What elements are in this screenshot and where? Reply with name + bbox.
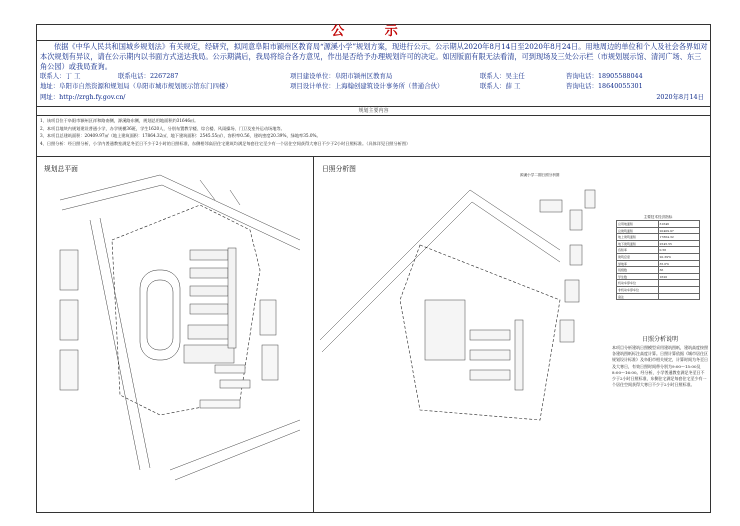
project-owner: 项目建设单位：阜阳市颍州区教育局: [290, 72, 393, 80]
tech-table-row: [617, 273, 699, 280]
tech-table-value: [658, 280, 700, 286]
tech-table-row: [617, 240, 699, 247]
tech-table-label: 容积率: [618, 248, 628, 253]
notice-date: 2020年8月14日: [656, 93, 704, 101]
contact-2-name: 联系人：吴主任: [480, 72, 525, 80]
office-address: 地址：阜阳市自然资源和规划局（阜阳市城市规划展示馆东门四楼）: [40, 82, 232, 90]
tech-table-value: 20.39%: [658, 254, 700, 260]
tech-table-row: [617, 220, 699, 227]
site-plan-label: 规划总平面: [44, 165, 78, 173]
tech-table-label: 班级数: [618, 268, 628, 273]
main-point-4: 4、日照分析：经日照分析，小学内普通教室满足冬至日不少于2小时的日照标准，东侧相邻高层住宅建筑均满足每套住宅至少有一个居住空间获得大寒日不少于2小时日照标准。（具体详见日照分析图）: [40, 140, 411, 146]
tech-table-label: 学生数: [618, 274, 628, 279]
notice-paragraph: 依据《中华人民共和国城乡规划法》有关规定，经研究，拟同意阜阳市颍州区教育局“源溪小学”规划方案，现进行公示。公示期从2020年8月14日至2020年8月24日。用地周边的单位和个人及社会各界如对本次规划有异议，请在公示期内以书面方式送达我局。公示期满后，我局将综合各方意见，作出是否给予办理规划许可的决定。如因版面有限无法看清，可到现场及三处公示栏（市规划展示馆、清河广场、东三角公园）或我局查询。: [40, 42, 708, 71]
tech-table-value: 2545.55: [658, 241, 700, 247]
tech-table-value: 1620: [658, 274, 700, 280]
main-point-1: 1、该项目位于阜阳市颍州区祥和路南侧，源溪路东侧，规划总用地面积约31646㎡。: [40, 118, 199, 123]
sun-desc-title: 日照分析说明: [641, 336, 678, 343]
tech-table-label: 总建筑面积: [618, 228, 634, 233]
tech-table-row: [617, 266, 699, 273]
tech-table-row: [617, 286, 699, 293]
sun-desc-text: 本项目分析建筑日照模型采用建筑图纸，建筑高度按照各建筑图纸标注高度计算。日照计算依据《城市居住区规划设计标准》及阜阳市相关规定，计算时间为冬至日及大寒日，有效日照时间带分别为9:00～15:00及8:00～16:00。经分析，小学普通教室满足冬至日不少于2小时日照标准，东侧住宅满足每套住宅至少有一个居住空间获得大寒日不少于2小时日照标准。: [612, 345, 708, 388]
tech-table: [616, 215, 700, 300]
sun-analysis-label: 日照分析图: [322, 165, 356, 173]
contact-1-phone: 联系电话：2267287: [118, 72, 179, 80]
tech-table-label: 建筑密度: [618, 254, 631, 259]
tech-table-label: 总用地面积: [618, 222, 634, 226]
contact-3-phone: 咨询电话：18640055301: [566, 82, 643, 90]
tech-table-label: 非机动车停车位: [618, 287, 640, 292]
tech-table-row: [617, 227, 699, 234]
tech-table-row: [617, 253, 699, 260]
tech-table-label: 绿地率: [618, 261, 628, 266]
tech-table-label: 机动车停车位: [618, 281, 637, 286]
website-link[interactable]: 网址：http://zrgh.fy.gov.cn/: [40, 93, 126, 101]
main-points-title: 规划主要内容: [358, 108, 389, 114]
tech-table-value: 20409.97: [658, 228, 700, 234]
tech-table-value: [658, 294, 700, 300]
tech-table-row: [617, 293, 699, 300]
tech-table-title: 主要技术经济指标: [643, 215, 673, 219]
tech-table-value: [658, 287, 700, 293]
sun-analysis-caption: 源溪小学二期日照分析图: [520, 173, 560, 177]
contact-3-name: 联系人：薛 工: [480, 82, 521, 90]
main-point-2: 2、本项目地块内规划建设普通小学，办学规模36班，学生1620人，分别布置教学楼、综合楼、风雨操场、门卫及室外运动场地等。: [40, 125, 285, 131]
tech-table-row: [617, 279, 699, 286]
tech-table-value: 35.0%: [658, 261, 700, 267]
tech-table-value: 36: [658, 267, 700, 273]
tech-table-row: [617, 246, 699, 253]
contact-1-name: 联系人：丁 工: [40, 72, 81, 80]
project-designer: 项目设计单位：上海翰创建筑设计事务所（普通合伙）: [290, 82, 444, 90]
tech-table-value: 0.56: [658, 247, 700, 253]
tech-table-value: 17864.32: [658, 234, 700, 240]
tech-table-label: 地上建筑面积: [618, 235, 637, 240]
contact-2-phone: 咨询电话：18905588044: [566, 72, 643, 80]
tech-table-label: 地下建筑面积: [618, 241, 637, 246]
tech-table-label: 备注: [618, 294, 625, 299]
page-title: 公 示: [331, 24, 416, 39]
main-point-3: 3、本项目总建筑面积：20409.97㎡（地上建筑面积：17864.32㎡，地下建筑面积：2545.55㎡），容积率0.56，建筑密度20.39%，绿地率35.0%。: [40, 133, 321, 139]
tech-table-body: [616, 220, 700, 300]
tech-table-value: 31646: [658, 221, 700, 227]
tech-table-row: [617, 233, 699, 240]
tech-table-row: [617, 260, 699, 267]
